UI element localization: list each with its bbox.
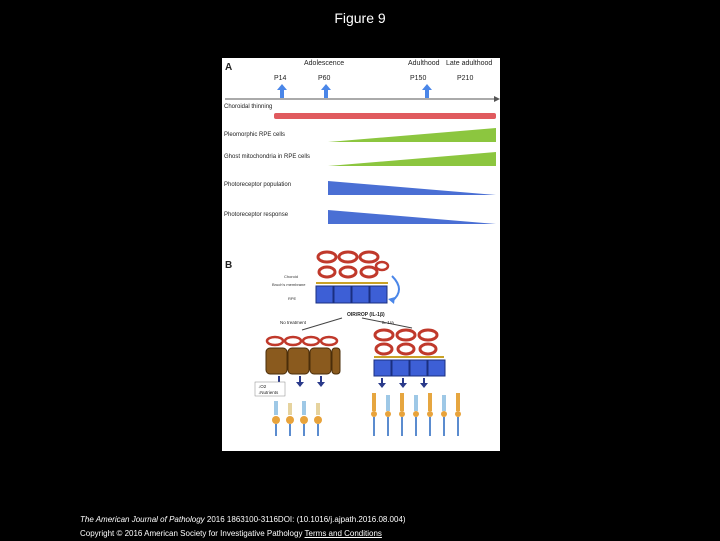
arrow-up-icon: [422, 84, 432, 98]
slide-title: Figure 9: [334, 10, 386, 26]
timepoint-p14: P14: [274, 75, 287, 82]
timepoint-p60: P60: [318, 75, 331, 82]
copyright-text: Copyright © 2016 American Society for Investigative Pathology: [80, 529, 303, 538]
branch-label-no-treatment: No treatment: [280, 320, 307, 325]
footer: [80, 513, 406, 541]
curved-arrow-icon: [392, 276, 399, 301]
stage-late-adulthood: Late adulthood: [446, 60, 493, 67]
effect-oxygen: ↓O2: [258, 384, 267, 389]
terms-link[interactable]: Terms and Conditions: [304, 529, 382, 538]
row-label-photoreceptor-population: Photoreceptor population: [224, 182, 292, 188]
layer-label-choroid: Choroid: [284, 274, 299, 279]
right-rpe-cells: [374, 360, 445, 376]
layer-label-rpe: RPE: [288, 296, 297, 301]
layer-label-bruchs: Bruch's membrane: [272, 282, 306, 287]
timepoint-p150: P150: [410, 75, 427, 82]
journal-name: The American Journal of Pathology: [80, 515, 205, 524]
pleomorphic-rpe-wedge: [328, 128, 496, 142]
photoreceptor-response-wedge: [328, 210, 496, 224]
effect-nutrients: ↓Nutrients: [258, 390, 279, 395]
choroidal-thinning-bar: [274, 113, 496, 119]
ghost-mitochondria-wedge: [328, 152, 496, 166]
photoreceptor-population-wedge: [328, 181, 496, 195]
row-label-ghost-mitochondria: Ghost mitochondria in RPE cells: [224, 154, 311, 160]
right-choroid-vessels: [375, 330, 437, 354]
left-choroid-vessels: [267, 337, 337, 345]
panel-b-letter: B: [225, 260, 233, 271]
rpe-cells: [316, 286, 387, 303]
left-photoreceptors: [272, 401, 322, 436]
branch-label-il1ra: IL-1ra: [382, 320, 394, 325]
right-photoreceptors: [371, 393, 461, 436]
figure-panel: [222, 58, 500, 451]
arrow-up-icon: [321, 84, 331, 98]
right-down-arrows: [378, 378, 428, 388]
timeline-arrow-icon: [494, 96, 500, 102]
curved-arrow-head-icon: [388, 297, 395, 304]
stage-adulthood: Adulthood: [408, 60, 440, 67]
timepoint-p210: P210: [457, 75, 474, 82]
row-label-choroidal-thinning: Choroidal thinning: [224, 104, 273, 110]
figure-svg: [222, 58, 500, 451]
arrow-up-icon: [277, 84, 287, 98]
footer-copyright-line: [80, 527, 406, 541]
branch-line-left: [302, 318, 342, 330]
left-rpe-cells: [266, 348, 340, 374]
row-label-pleomorphic-rpe: Pleomorphic RPE cells: [224, 132, 286, 138]
footer-citation-line: [80, 513, 406, 527]
choroid-vessels: [318, 252, 388, 277]
row-label-photoreceptor-response: Photoreceptor response: [224, 212, 289, 218]
treatment-label: OIR/ROP (IL-1β): [347, 312, 385, 318]
citation-text: 2016 1863100-3116DOI: (10.1016/j.ajpath.2016.08.004): [204, 515, 406, 524]
stage-adolescence: Adolescence: [304, 60, 345, 67]
panel-a-letter: A: [225, 62, 233, 73]
